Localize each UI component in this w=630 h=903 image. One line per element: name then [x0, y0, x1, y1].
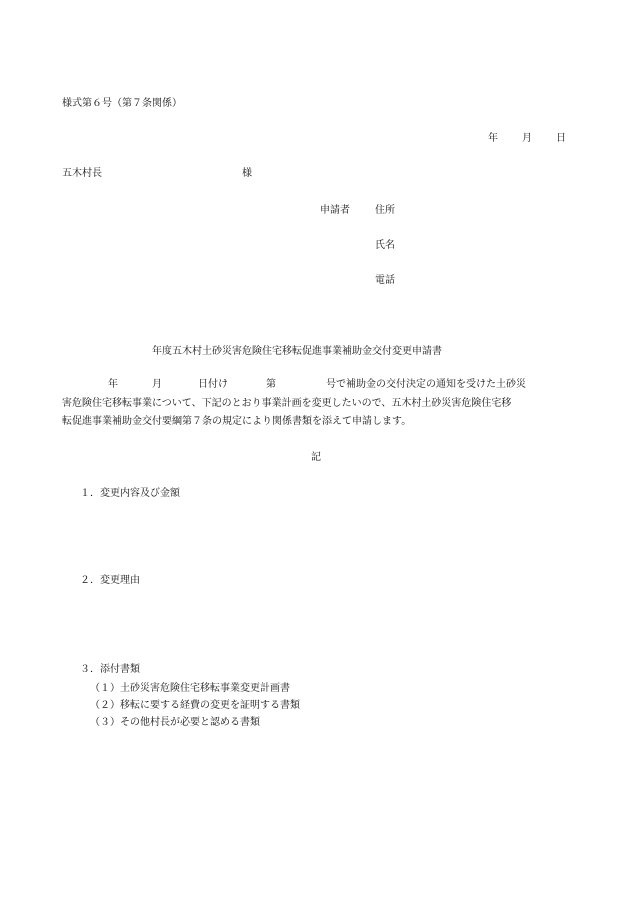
addressee-honorific: 様: [242, 168, 252, 179]
applicant-label: 申請者: [320, 205, 350, 216]
body-month: 月: [152, 379, 162, 390]
section-1-number: １．: [80, 488, 100, 499]
attachment-3-text: その他村長が必要と認める書類: [120, 717, 260, 728]
attachment-2-number: （２）: [90, 700, 120, 711]
section-2-title: 変更理由: [100, 575, 140, 586]
section-2: [80, 575, 140, 587]
form-number: 様式第６号（第７条関係）: [62, 98, 182, 109]
body-line-1: [62, 376, 574, 395]
body-year: 年: [108, 379, 118, 390]
document-title: 年度五木村土砂災害危険住宅移転促進事業補助金交付変更申請書: [152, 346, 442, 357]
body-line-3: 転促進事業補助金交付要綱第７条の規定により関係書類を添えて申請します。: [62, 416, 412, 427]
addressee-name: 五木村長: [62, 168, 102, 179]
applicant-phone-label: 電話: [375, 275, 395, 286]
section-2-number: ２．: [80, 575, 100, 586]
body-dated: 日付け: [198, 379, 228, 390]
date-year-label: 年: [488, 133, 498, 144]
attachment-item: [90, 717, 260, 729]
body-line1-rest: 号で補助金の交付決定の通知を受けた土砂災: [326, 379, 526, 390]
attachment-1-number: （１）: [90, 683, 120, 694]
section-3: [80, 664, 140, 676]
section-3-number: ３．: [80, 664, 100, 675]
body-line-2: 害危険住宅移転事業について、下記のとおり事業計画を変更したいので、五木村土砂災害危険住宅移: [62, 397, 512, 409]
note-heading: 記: [311, 452, 321, 463]
section-1: [80, 488, 180, 500]
section-3-title: 添付書類: [100, 664, 140, 675]
date-day-label: 日: [556, 133, 566, 144]
attachment-1-text: 土砂災害危険住宅移転事業変更計画書: [120, 683, 290, 694]
attachment-3-number: （３）: [90, 717, 120, 728]
attachment-item: [90, 683, 290, 695]
date-month-label: 月: [522, 133, 532, 144]
attachment-item: [90, 700, 300, 712]
applicant-address-label: 住所: [375, 205, 395, 216]
applicant-name-label: 氏名: [375, 240, 395, 251]
attachment-2-text: 移転に要する経費の変更を証明する書類: [120, 700, 300, 711]
section-1-title: 変更内容及び金額: [100, 488, 180, 499]
body-paragraph: [62, 376, 574, 432]
body-number-prefix: 第: [266, 379, 276, 390]
